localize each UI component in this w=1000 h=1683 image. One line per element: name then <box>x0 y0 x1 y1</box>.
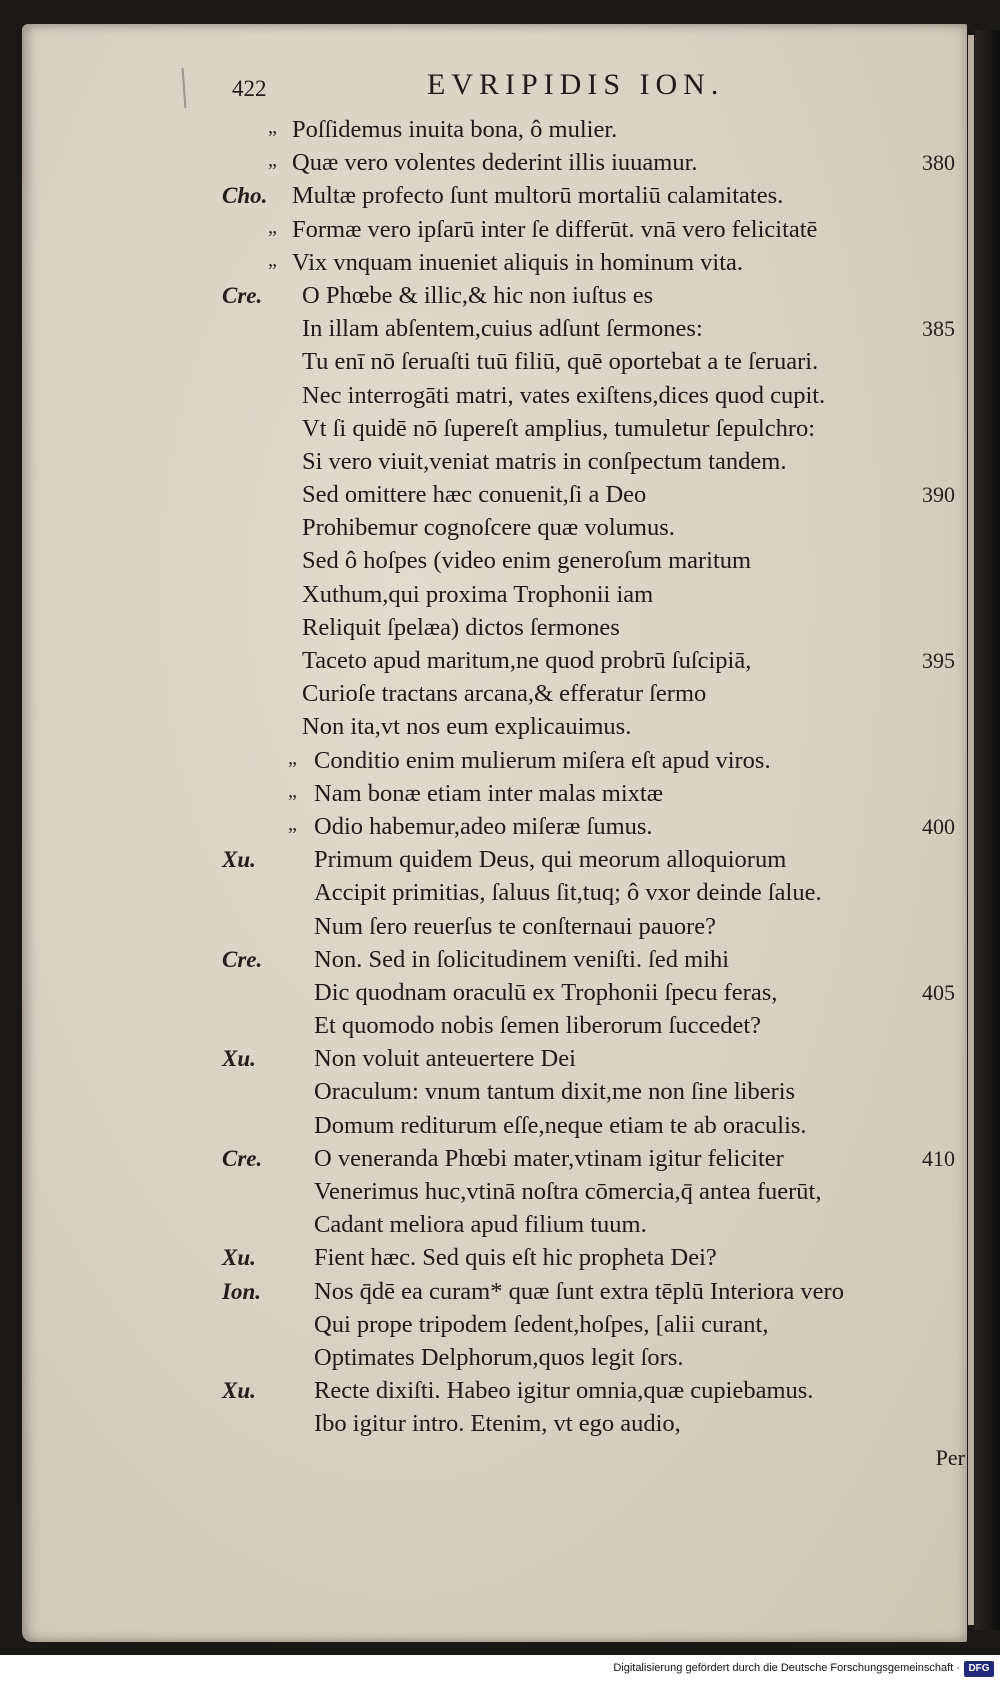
verse-text: Recte dixiſti. Habeo igitur omnia,quæ cupiebamus. <box>314 1377 814 1405</box>
verse-line <box>230 677 965 710</box>
verse-line <box>230 544 965 577</box>
catchword-line <box>230 1441 965 1474</box>
verse-text: O Phœbe & illic,& hic non iuſtus es <box>302 281 654 309</box>
binding-gutter <box>975 30 1000 1630</box>
verse-text: Optimates Delphorum,quos legit ſors. <box>314 1343 684 1371</box>
verse-text: Sed ô hoſpes (video enim generoſum maritum <box>302 547 752 575</box>
verse-line <box>230 976 965 1009</box>
verse-text: Non. Sed in ſolicitudinem veniſti. ſed mihi <box>314 945 730 973</box>
verse-line <box>230 1009 965 1042</box>
sententia-mark: „ <box>288 812 297 835</box>
verse-line <box>230 345 965 378</box>
verse-text: Nec interrogāti matri, vates exiſtens,dices quod cupit. <box>302 381 826 409</box>
verse-text: Non voluit anteuertere Dei <box>314 1045 576 1073</box>
verse-text: O veneranda Phœbi mater,vtinam igitur feliciter <box>314 1144 784 1172</box>
verse-text: Dic quodnam oraculū ex Trophonii ſpecu feras, <box>314 978 778 1006</box>
line-number: 405 <box>922 979 955 1005</box>
verse-text: Xuthum,qui proxima Trophonii iam <box>302 580 654 608</box>
line-number: 410 <box>922 1145 955 1171</box>
sententia-mark: „ <box>268 248 277 271</box>
verse-line <box>230 744 965 777</box>
verse-line <box>222 1275 965 1308</box>
verse-line <box>230 876 965 909</box>
verse-text: Formæ vero ipſarū inter ſe differūt. vnā vero felicitatē <box>292 215 818 243</box>
verse-line <box>230 777 965 810</box>
verse-line <box>222 279 965 312</box>
speaker-label: Ion. <box>222 1278 261 1304</box>
verse-text: Taceto apud maritum,ne quod probrū ſuſcipiā, <box>302 647 752 674</box>
speaker-label: Xu. <box>222 1378 256 1404</box>
verse-line <box>230 644 965 677</box>
verse-text: Prohibemur cognoſcere quæ volumus. <box>302 514 675 542</box>
verse-text: Vt ſi quidē nō ſupereſt amplius, tumuletur ſepulchro: <box>302 414 816 442</box>
speaker-label: Xu. <box>222 1046 256 1072</box>
verse-line <box>230 1075 965 1108</box>
verse-line <box>222 1374 965 1407</box>
verse-text: Nam bonæ etiam inter malas mixtæ <box>314 779 664 807</box>
line-number: 385 <box>922 316 955 342</box>
verse-text: Non ita,vt nos eum explicauimus. <box>302 713 632 741</box>
line-number: 395 <box>922 648 955 673</box>
verse-text: In illam abſentem,cuius adſunt ſermones: <box>302 315 703 343</box>
speaker-label: Cre. <box>222 946 263 972</box>
verse-text: Poſſidemus inuita bona, ô mulier. <box>292 116 618 143</box>
running-title: EVRIPIDIS ION. <box>427 68 725 101</box>
verse-line <box>230 1208 965 1241</box>
verse-line <box>230 445 965 478</box>
page-number: 422 <box>232 76 267 101</box>
dfg-logo: DFG <box>964 1661 994 1677</box>
verse-text: Accipit primitias, ſaluus ſit,tuq; ô vxor deinde ſalue. <box>314 879 822 907</box>
verse-text: Si vero viuit,veniat matris in conſpectum tandem. <box>302 447 787 475</box>
speaker-label: Cre. <box>222 282 263 308</box>
speaker-label: Xu. <box>222 847 256 873</box>
catchword: Per <box>935 1444 965 1470</box>
verse-text: Fient hæc. Sed quis eſt hic propheta Dei? <box>314 1244 717 1272</box>
sententia-mark: „ <box>268 215 277 238</box>
verse-line <box>230 511 965 544</box>
verse-line <box>230 246 965 279</box>
verse-line <box>230 1308 965 1341</box>
verse-text: Conditio enim mulierum miſera eſt apud viros. <box>314 746 771 774</box>
line-number: 400 <box>922 813 955 839</box>
verse-text: Odio habemur,adeo miſeræ ſumus. <box>314 812 653 840</box>
verse-line <box>230 910 965 943</box>
verse-line <box>222 1042 965 1075</box>
verse-line <box>230 113 965 146</box>
verse-text: Domum rediturum eſſe,neque etiam te ab oraculis. <box>314 1111 807 1139</box>
verse-text: Oraculum: vnum tantum dixit,me non ſine liberis <box>314 1078 796 1106</box>
verse-line <box>230 1341 965 1374</box>
verse-line <box>230 312 965 345</box>
verse-line <box>230 146 965 179</box>
speaker-label: Cho. <box>222 183 268 209</box>
verse-line <box>230 1407 965 1440</box>
sententia-mark: „ <box>268 149 277 172</box>
page-header <box>232 68 952 108</box>
verse-line <box>222 943 965 976</box>
dfg-credit: Digitalisierung gefördert durch die Deutsche Forschungsgemeinschaft · <box>613 1662 960 1674</box>
speaker-label: Xu. <box>222 1245 256 1271</box>
verse-text: Sed omittere hæc conuenit,ſi a Deo <box>302 481 647 509</box>
verse-text: Multæ profecto ſunt multorū mortaliū calamitates. <box>292 182 784 210</box>
line-number: 380 <box>922 150 955 176</box>
verse-text: Num ſero reuerſus te conſternaui pauore? <box>314 912 717 940</box>
verse-line <box>230 810 965 843</box>
line-number: 390 <box>922 482 955 508</box>
verse-text: Qui prope tripodem ſedent,hoſpes, [alii curant, <box>314 1310 769 1338</box>
verse-line <box>230 710 965 743</box>
verse-line <box>230 1109 965 1142</box>
verse-line <box>222 1241 965 1274</box>
verse-text: Tu enī nō ſeruaſti tuū filiū, quē oportebat a te ſeruari. <box>302 348 819 376</box>
page-edge <box>968 35 974 1625</box>
verse-text: Curioſe tractans arcana,& efferatur ſermo <box>302 680 707 708</box>
verse-line <box>230 379 965 412</box>
verse-text: Cadant meliora apud filium tuum. <box>314 1211 647 1239</box>
sententia-mark: „ <box>288 779 297 802</box>
verse-line <box>230 478 965 511</box>
sententia-mark: „ <box>288 746 297 769</box>
verse-line <box>222 843 965 876</box>
verse-text: Primum quidem Deus, qui meorum alloquiorum <box>314 846 787 874</box>
verse-line <box>230 578 965 611</box>
verse-line <box>230 412 965 445</box>
verse-line <box>230 611 965 644</box>
verse-line <box>222 1142 965 1175</box>
verse-text: Vix vnquam inueniet aliquis in hominum vita. <box>292 248 744 276</box>
verse-text: Nos q̄dē ea curam* quæ ſunt extra tēplū Interiora vero <box>314 1277 844 1305</box>
speaker-label: Cre. <box>222 1145 263 1171</box>
verse-line <box>230 213 965 246</box>
digitization-footer <box>0 1658 1000 1683</box>
verse-line <box>230 1175 965 1208</box>
sententia-mark: „ <box>268 116 277 138</box>
verse-text: Quæ vero volentes dederint illis iuuamur. <box>292 149 698 177</box>
verse-text: Ibo igitur intro. Etenim, vt ego audio, <box>314 1410 681 1438</box>
verse-text-block <box>222 113 965 1474</box>
verse-text: Reliquit ſpelæa) dictos ſermones <box>302 613 620 641</box>
verse-line <box>222 179 965 212</box>
verse-text: Venerimus huc,vtinā noſtra cōmercia,q̄ antea fuerūt, <box>314 1178 822 1205</box>
verse-text: Et quomodo nobis ſemen liberorum ſuccedet? <box>314 1012 762 1040</box>
